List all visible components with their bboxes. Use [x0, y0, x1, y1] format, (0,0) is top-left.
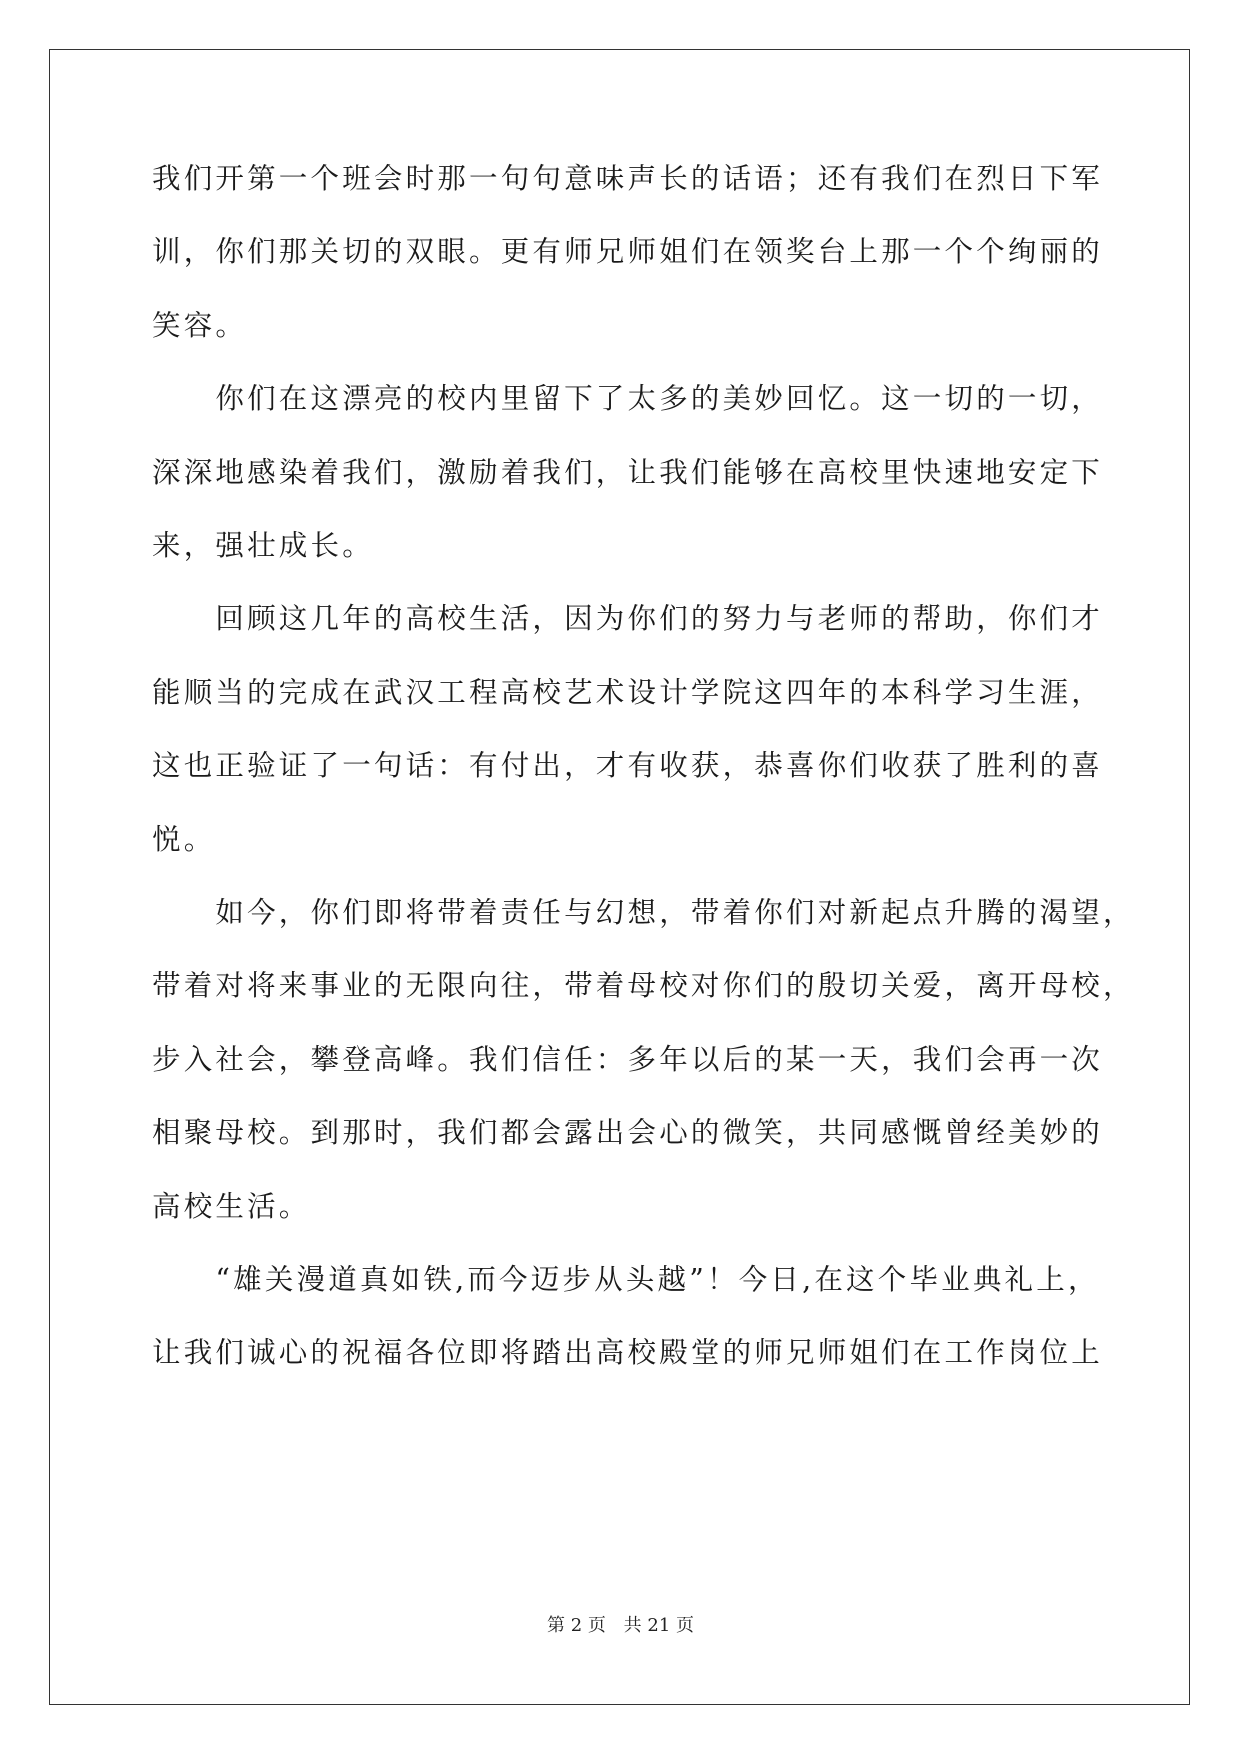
text-line-8: 能顺当的完成在武汉工程高校艺术设计学院这四年的本科学习生涯，: [152, 675, 1104, 709]
page-number: 第 2 页: [547, 1615, 606, 1636]
text-line-14: 相聚母校。到那时，我们都会露出会心的微笑，共同感慨曾经美妙的: [152, 1116, 1104, 1150]
page-footer: [0, 1611, 1241, 1637]
text-line-17: 让我们诚心的祝福各位即将踏出高校殿堂的师兄师姐们在工作岗位上: [152, 1336, 1104, 1370]
text-line-1: 我们开第一个班会时那一句句意味声长的话语；还有我们在烈日下军: [152, 162, 1104, 195]
text-line-15: 高校生活。: [152, 1189, 311, 1223]
text-line-6: 来，强壮成长。: [152, 529, 374, 562]
page-total: 共 21 页: [623, 1615, 694, 1636]
page-border: [49, 49, 1190, 1705]
text-line-11: 如今，你们即将带着责任与幻想，带着你们对新起点升腾的渴望，: [152, 896, 1135, 929]
text-line-10: 悦。: [152, 822, 216, 856]
text-line-12: 带着对将来事业的无限向往，带着母校对你们的殷切关爱，离开母校，: [152, 969, 1135, 1003]
text-line-13: 步入社会，攀登高峰。我们信任：多年以后的某一天，我们会再一次: [152, 1042, 1104, 1076]
text-line-2: 训，你们那关切的双眼。更有师兄师姐们在领奖台上那一个个绚丽的: [152, 235, 1104, 269]
text-line-9: 这也正验证了一句话：有付出，才有收获，恭喜你们收获了胜利的喜: [152, 749, 1104, 783]
text-line-4: 你们在这漂亮的校内里留下了太多的美妙回忆。这一切的一切，: [152, 382, 1104, 416]
text-line-7: 回顾这几年的高校生活，因为你们的努力与老师的帮助，你们才: [152, 602, 1104, 636]
text-line-5: 深深地感染着我们，激励着我们，让我们能够在高校里快速地安定下: [152, 455, 1104, 489]
text-line-3: 笑容。: [152, 308, 248, 342]
text-line-16: “雄关漫道真如铁,而今迈步从头越”！今日,在这个毕业典礼上，: [152, 1263, 1100, 1296]
